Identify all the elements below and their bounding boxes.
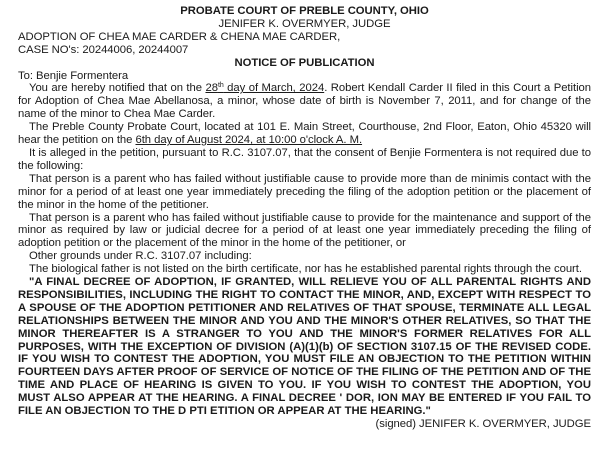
- case-title: ADOPTION OF CHEA MAE CARDER & CHENA MAE CARDER,: [18, 30, 341, 43]
- filing-details: . Robert Kendall Carder II filed in this Court a Petition for Adoption of Chea Mae Abellanosa, a minor, whose date of birth is November 7, 2011, and for change of the name of the minor to Chea Mae Carder.: [18, 82, 591, 121]
- filing-day: 28: [205, 82, 218, 95]
- paragraph-other-grounds: Other grounds under R.C. 3107.07 including:: [29, 250, 252, 263]
- filing-month-year: day of March, 2024: [223, 82, 325, 95]
- notice-title: NOTICE OF PUBLICATION: [234, 56, 375, 69]
- court-name: PROBATE COURT OF PREBLE COUNTY, OHIO: [180, 5, 429, 17]
- paragraph-birth-certificate: The biological father is not listed on the birth certificate, nor has he established parental rights through the court.: [29, 263, 582, 276]
- filing-day-suffix: th: [217, 82, 224, 90]
- hearing-intro: The Preble County Probate Court, located at 101 E. Main Street, Courthouse, 2nd Floor, Eaton, Ohio 45320 will hear the petition on the: [18, 121, 591, 147]
- paragraph-consent: It is alleged in the petition, pursuant to R.C. 3107.07, that the consent of Benjie Formentera is not required due to the following:: [18, 146, 591, 172]
- paragraph-contact: That person is a parent who has failed without justifiable cause to provide more than de minimis contact with the minor for a period of at least one year immediately preceding the filing of the adoption petition or the placement of the minor in the home of the petitioner.: [18, 172, 591, 211]
- judge-signature: (signed) JENIFER K. OVERMYER, JUDGE: [375, 418, 591, 430]
- paragraph-hearing: [18, 121, 591, 147]
- hearing-date: 6th day of August 2024, at 10:00 o'clock A. M.: [135, 134, 363, 147]
- paragraph-support: That person is a parent who has failed without justifiable cause to provide for the maintenance and support of the minor as required by law or judicial decree for a period of at least one year immediately preceding the filing of adoption petition or the placement of the minor in the home of the petitioner, or: [18, 211, 591, 250]
- legal-warning: "A FINAL DECREE OF ADOPTION, IF GRANTED, WILL RELIEVE YOU OF ALL PARENTAL RIGHTS AND RESPONSIBILITIES, INCLUDING THE RIGHT TO CONTACT THE MINOR, AND, EXCEPT WITH RESPECT TO A SPOUSE OF THE ADOPTION PETITIONER AND RELATIVES OF THAT SPOUSE, TERMINATE ALL LEGAL RELATIONSHIPS BETWEEN THE MINOR AND YOU AND THE MINOR'S OTHER RELATIVES, SO THAT THE MINOR THEREAFTER IS A STRANGER TO YOU AND THE MINOR'S FORMER RELATIVES FOR ALL PURPOSES, WITH THE EXCEPTION OF DIVISION (A)(1)(b) OF SECTION 3107.15 OF THE REVISED CODE. IF YOU WISH TO CONTEST THE ADOPTION, YOU MUST FILE AN OBJECTION TO THE PETITION WITHIN FOURTEEN DAYS AFTER PROOF OF SERVICE OF NOTICE OF THE FILING OF THE PETITION AND OF THE TIME AND PLACE OF HEARING IS GIVEN TO YOU. IF YOU WISH TO CONTEST THE ADOPTION, YOU MUST ALSO APPEAR AT THE HEARING. A FINAL DECREE ' DOR, ION MAY BE ENTERED IF YOU FAIL TO FILE AN OBJECTION TO THE D PTI ETITION OR APPEAR AT THE HEARING.": [18, 276, 591, 418]
- judge-name: JENIFER K. OVERMYER, JUDGE: [218, 17, 391, 30]
- recipient-line: To: Benjie Formentera: [18, 69, 129, 82]
- case-numbers: CASE NO's: 20244006, 20244007: [18, 43, 189, 56]
- filing-date: [205, 82, 324, 94]
- filing-intro: You are hereby notified that on the: [29, 82, 206, 95]
- paragraph-filing: [18, 82, 591, 121]
